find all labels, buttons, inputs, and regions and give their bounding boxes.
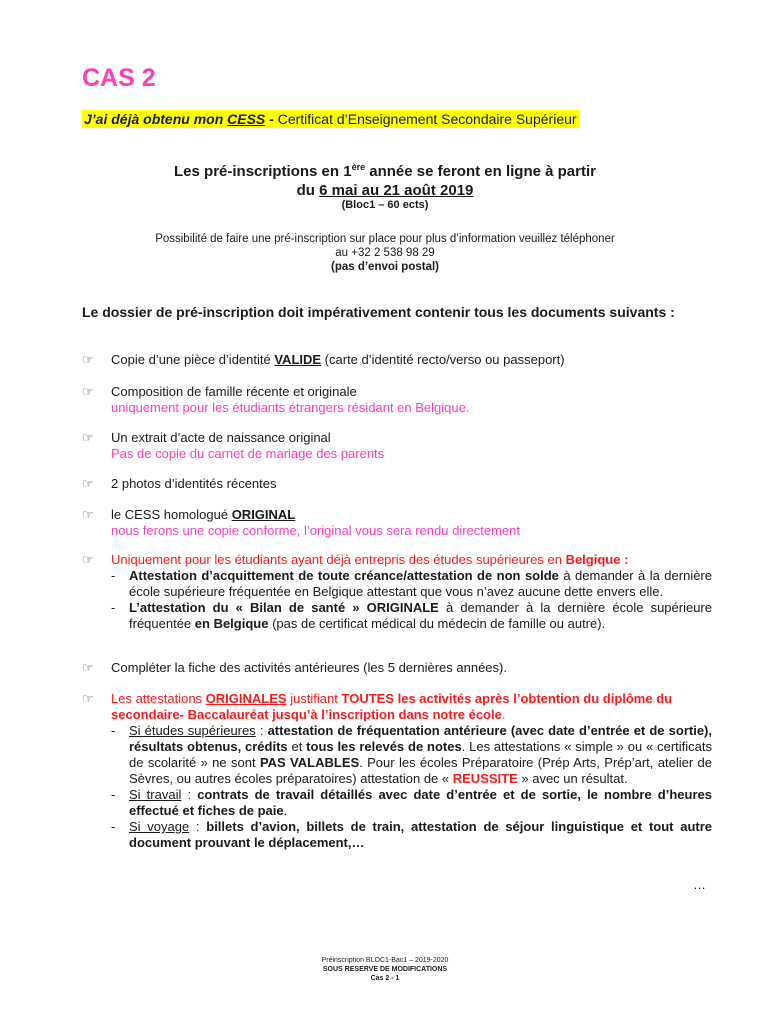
sub-item-bilan-sante: - L’attestation du « Bilan de santé » ORIGINALE à demander à la dernière école supérieure fréquentée en Belgique (pas de certificat médical du médecin de famille ou autre).	[111, 600, 712, 631]
list-item-cess	[82, 507, 712, 539]
list-item-family	[82, 384, 712, 416]
list-item-id	[82, 352, 712, 368]
item-strong: TOUTES les activités après l’obtention du diplôme du secondaire- Baccalauréat jusqu’à l’inscription dans notre école	[111, 691, 673, 722]
headline-sup: ère	[351, 162, 366, 172]
page-footer	[0, 956, 770, 983]
sub-label: Si études supérieures	[129, 723, 256, 738]
subtitle-dash: -	[265, 111, 278, 127]
info-line1: Possibilité de faire une pré-inscription sur place pour plus d’information veuillez téléphoner	[155, 233, 615, 245]
pointing-hand-icon: ☞	[82, 552, 94, 567]
list-item-photos	[82, 476, 712, 492]
footer-line1: Préinscription BLOC1-Bac1 – 2019-2020	[321, 957, 449, 964]
headline-part1: Les pré-inscriptions en 1	[174, 163, 352, 180]
item-text: .	[501, 707, 506, 722]
item-text: 2 photos d’identités récentes	[111, 476, 277, 491]
headline-dates: 6 mai au 21 août 2019	[319, 182, 474, 199]
continuation-ellipsis: …	[693, 877, 706, 892]
pointing-hand-icon: ☞	[82, 691, 94, 706]
list-item-activities	[82, 660, 712, 676]
item-text: Un extrait d’acte de naissance original	[111, 430, 331, 445]
subtitle-cess: CESS	[227, 111, 266, 127]
subtitle-bold: J’ai déjà obtenu mon	[84, 111, 228, 127]
sub-bold: billets d’avion, billets de train, attestation de séjour linguistique et tout autre document prouvant le déplacement,…	[129, 819, 713, 850]
list-item-higher-studies	[82, 552, 712, 632]
item-note: uniquement pour les étudiants étrangers résidant en Belgique.	[111, 400, 470, 415]
info-block	[82, 232, 688, 274]
sub-bold: Attestation d’acquittement de toute créance/attestation de non solde	[129, 568, 559, 583]
bloc-note: (Bloc1 – 60 ects)	[341, 199, 429, 211]
sub-bold: attestation de fréquentation antérieure (avec date d’entrée et de sortie), résultats obtenus, crédits	[129, 723, 712, 754]
sub-item-acquittement: - Attestation d’acquittement de toute créance/attestation de non solde à demander à la dernière école supérieure fréquentée en Belgique attestant que vous n’avez aucune dette envers elle.	[111, 568, 712, 599]
pointing-hand-icon: ☞	[82, 352, 94, 367]
pointing-hand-icon: ☞	[82, 384, 94, 399]
sub-text: » avec un résultat.	[517, 771, 628, 786]
item-note: Pas de copie du carnet de mariage des parents	[111, 446, 385, 461]
sub-item-travail: - Si travail : contrats de travail détaillés avec date d’entrée et de sortie, le nombre d’heures effectué et fiches de paie.	[111, 787, 712, 818]
item-text: le CESS homologué	[111, 507, 232, 522]
item-text: Uniquement pour les étudiants ayant déjà entrepris des études supérieures en	[111, 552, 566, 567]
item-text: Composition de famille récente et originale	[111, 384, 357, 399]
sub-bold: L’attestation du « Bilan de santé » ORIGINALE	[129, 600, 439, 615]
item-strong: ORIGINAL	[231, 507, 296, 522]
subtitle-highlight	[82, 110, 579, 128]
sub-item-voyage: - Si voyage : billets d’avion, billets de train, attestation de séjour linguistique et tout autre document prouvant le déplacement,…	[111, 819, 713, 850]
dossier-heading: Le dossier de pré-inscription doit impérativement contenir tous les documents suivants :	[82, 304, 675, 320]
subtitle-rest: Certificat d’Enseignement Secondaire Supérieur	[277, 111, 577, 127]
sub-text: :	[189, 819, 207, 834]
sub-bold: tous les relevés de notes	[306, 739, 462, 754]
footer-line2: SOUS RESERVE DE MODIFICATIONS	[322, 966, 448, 973]
item-strong: ORIGINALES	[205, 691, 287, 706]
item-text: Compléter la fiche des activités antérieures (les 5 dernières années).	[111, 660, 507, 675]
sub-label: Si voyage	[129, 819, 190, 834]
sub-text: et	[287, 739, 307, 754]
pointing-hand-icon: ☞	[82, 430, 94, 445]
footer-page-number: Cas 2 - 1	[370, 975, 400, 982]
sub-text: à demander à la dernière école supérieure fréquentée	[129, 600, 712, 631]
list-item-attestations	[82, 691, 712, 851]
sub-text: (pas de certificat médical du médecin de famille ou autre).	[268, 616, 606, 631]
list-item-birth	[82, 430, 712, 462]
sub-item-etudes: - Si études supérieures : attestation de fréquentation antérieure (avec date d’entrée et de sortie), résultats obtenus, crédits et tous les relevés de notes. Les attestations « simple » ou « certificats de scolarité » ne sont PAS VALABLES. Pour les écoles Préparatoire (Prép Arts, Prép’art, atelier de Sèvres, ou autres écoles préparatoires) attestation de « REUSSITE » avec un résultat.	[111, 723, 712, 786]
sub-text: :	[255, 723, 268, 738]
headline-part2: année se feront en ligne à partir	[365, 163, 596, 180]
sub-label: Si travail	[129, 787, 182, 802]
case-title: CAS 2	[82, 64, 156, 92]
sub-bold: PAS VALABLES	[259, 755, 360, 770]
sub-text: :	[181, 787, 198, 802]
headline	[82, 162, 688, 200]
sub-bold: contrats de travail détaillés avec date d’entrée et de sortie, le nombre d’heures effectué et fiches de paie	[129, 787, 712, 818]
sub-text: . Pour les écoles Préparatoire (Prép Arts, Prép’art, atelier de Sèvres, ou autres écoles préparatoires) attestation de «	[129, 755, 712, 786]
sub-bold: en Belgique	[194, 616, 269, 631]
pointing-hand-icon: ☞	[82, 660, 94, 675]
item-note: nous ferons une copie conforme, l’original vous sera rendu directement	[111, 523, 521, 538]
info-phone: au +32 2 538 98 29	[335, 247, 435, 259]
sub-text: .	[283, 803, 288, 818]
item-strong: VALIDE	[274, 352, 322, 367]
item-text: justifiant	[286, 691, 342, 706]
info-no-post: (pas d’envoi postal)	[331, 261, 439, 273]
headline-du: du	[296, 182, 320, 199]
pointing-hand-icon: ☞	[82, 476, 94, 491]
pointing-hand-icon: ☞	[82, 507, 94, 522]
sub-text: à demander à la dernière école supérieure fréquentée en Belgique attestant que vous n’avez aucune dette envers elle.	[129, 568, 712, 599]
item-text: (carte d’identité recto/verso ou passeport)	[321, 352, 565, 367]
sub-text: . Les attestations « simple » ou « certificats de scolarité » ne sont	[129, 739, 712, 770]
item-text: Copie d’une pièce d’identité	[111, 352, 275, 367]
item-text: Les attestations	[111, 691, 206, 706]
reussite-strong: REUSSITE	[452, 771, 518, 786]
item-strong: Belgique :	[565, 552, 629, 567]
